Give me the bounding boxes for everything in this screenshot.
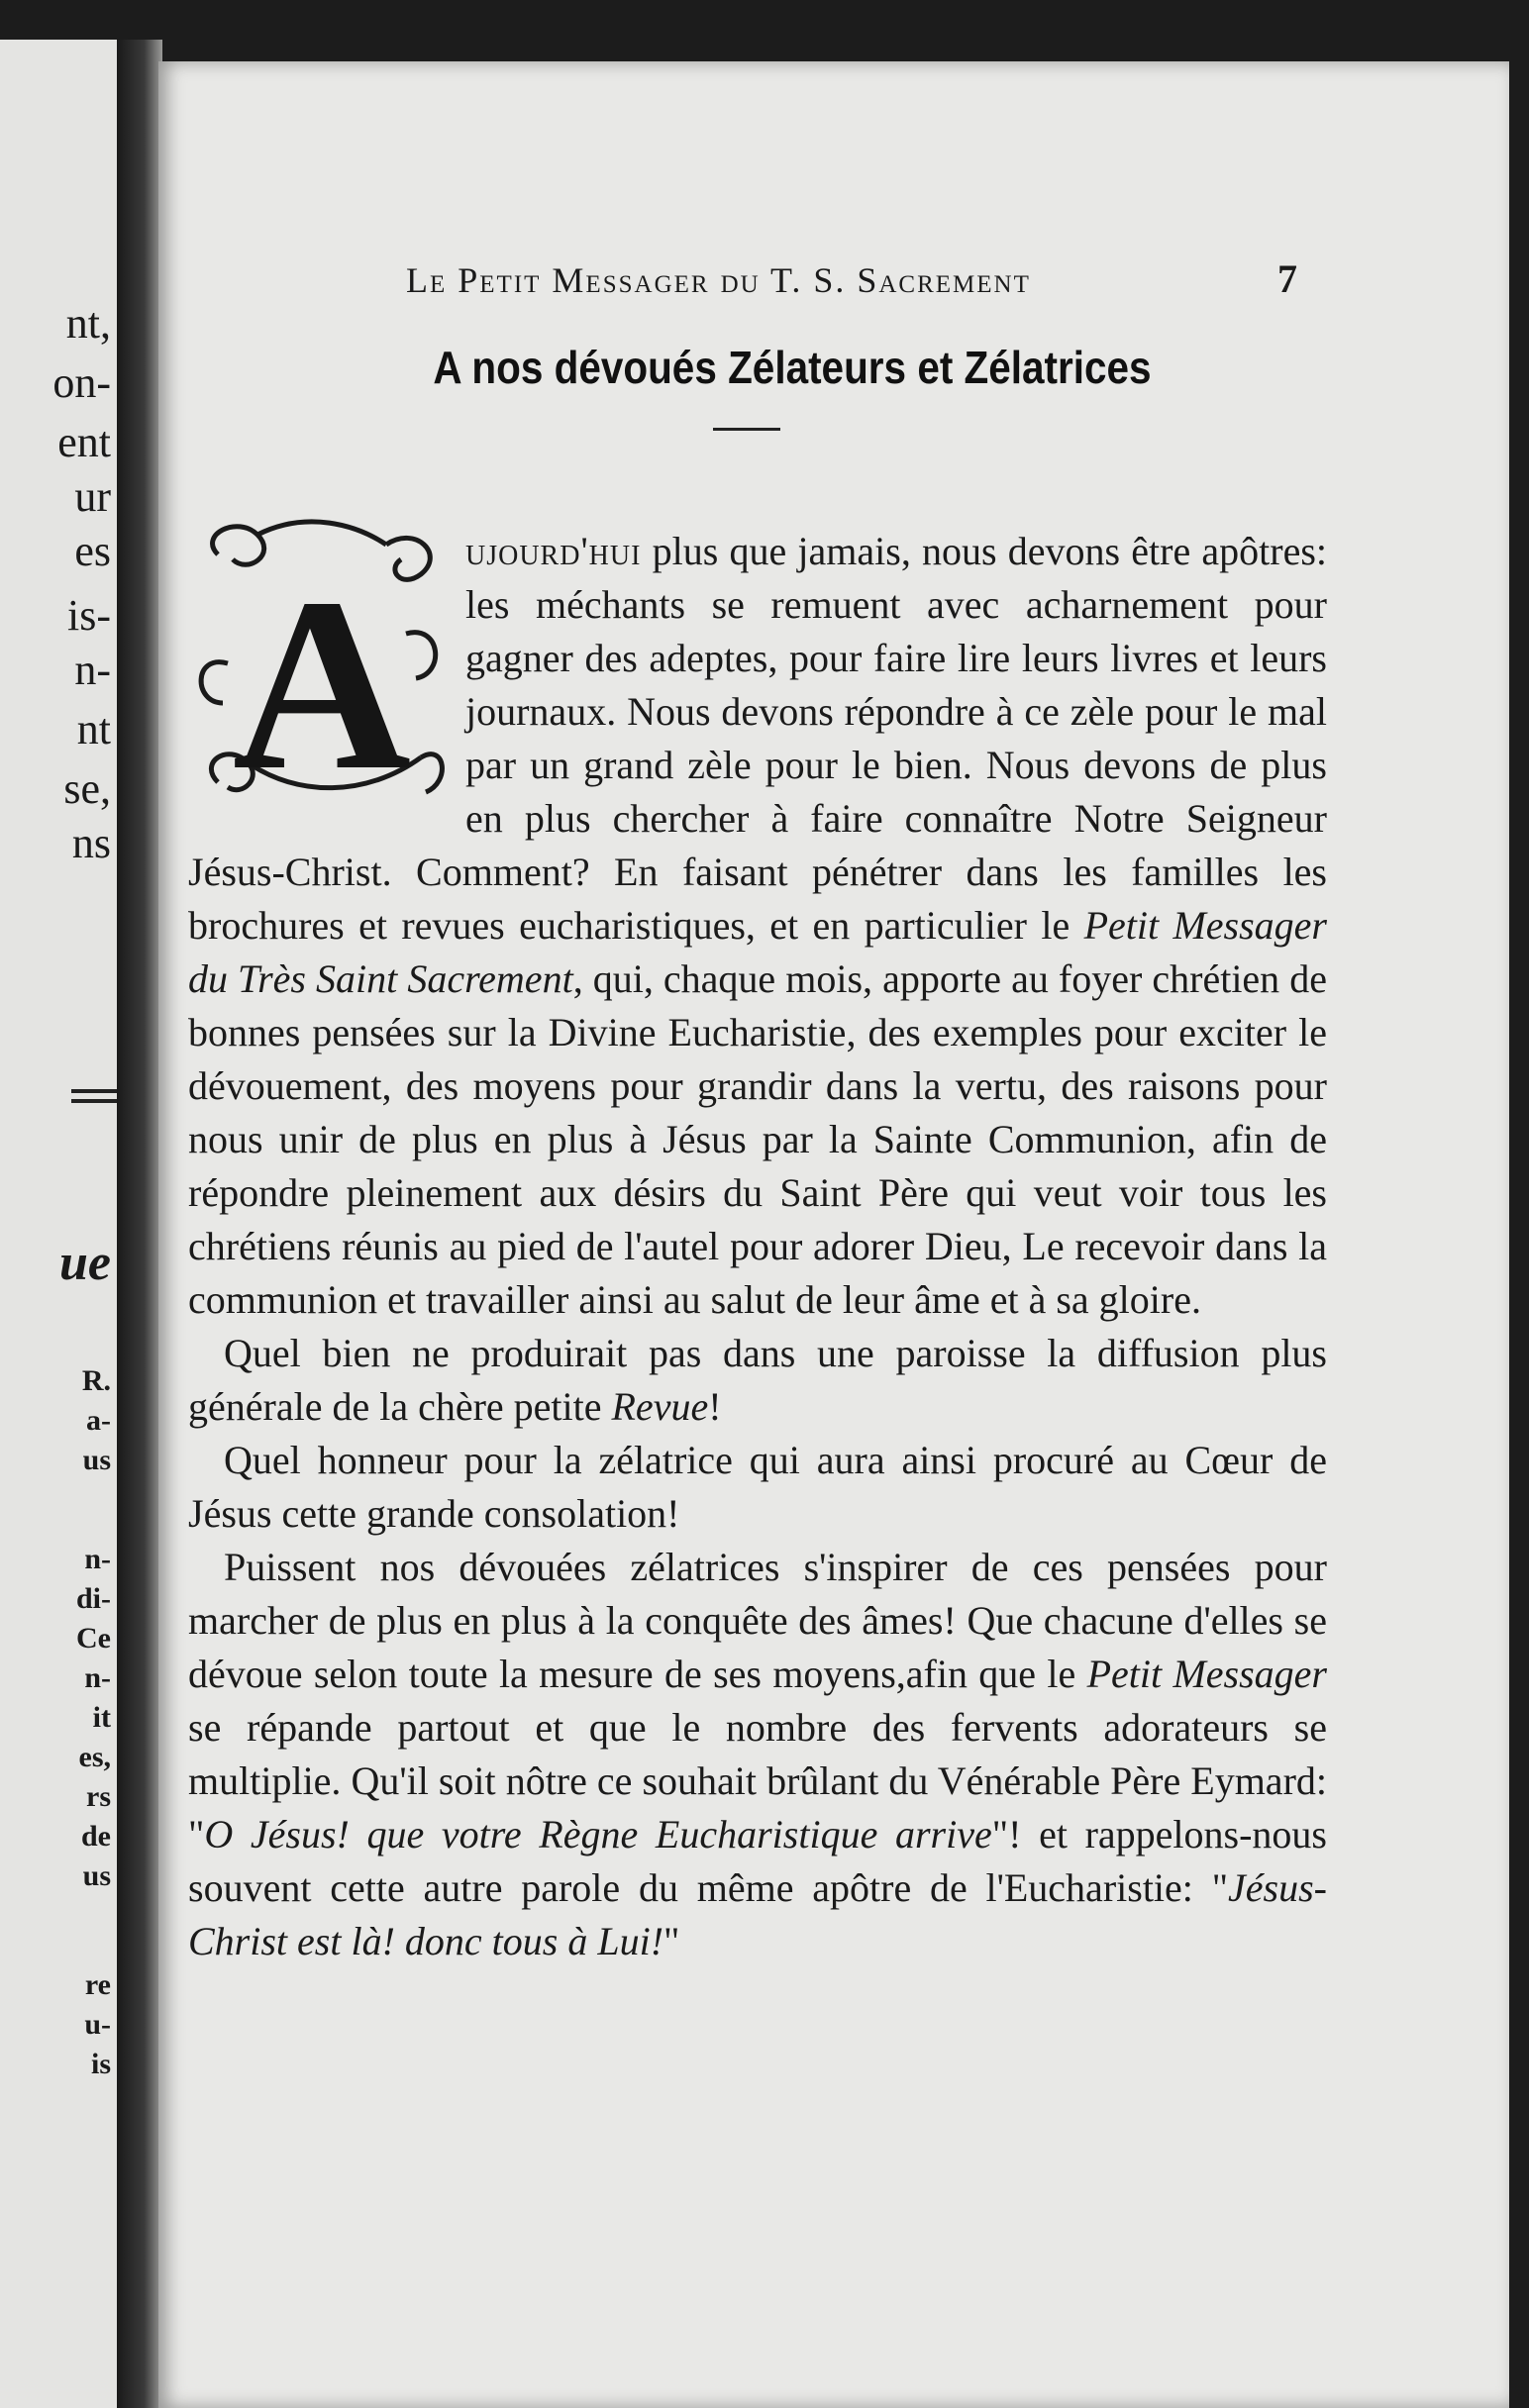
paragraph-text: " <box>663 1919 680 1963</box>
left-page-text-fragment: es, <box>78 1741 111 1773</box>
paragraph-italic: Petit Messager du Très Saint Sacrement <box>188 903 1327 1001</box>
paragraph-italic: Jésus-Christ est là! donc tous à Lui! <box>188 1865 1327 1963</box>
paragraph-italic: O Jésus! que votre Règne Eucharistique arrive <box>204 1812 992 1856</box>
left-page-text-fragment: nt, <box>65 299 111 348</box>
left-page-text-fragment: n- <box>74 646 111 694</box>
left-page-text-fragment: a- <box>86 1404 111 1437</box>
left-page-text-fragment: us <box>82 1444 111 1476</box>
article-body <box>188 525 1327 1968</box>
left-page-text-fragment: ent <box>57 418 111 466</box>
left-page-rule <box>71 1089 117 1093</box>
running-head: Le Petit Messager du T. S. Sacrement <box>406 260 1031 300</box>
ornament-icon <box>188 515 456 812</box>
left-page-text-fragment: se, <box>63 764 111 813</box>
paragraph-4 <box>188 1541 1327 1968</box>
paragraph-italic: Petit Messager <box>1086 1652 1327 1696</box>
page-number: 7 <box>1277 256 1297 301</box>
left-page-text-fragment: it <box>92 1701 111 1734</box>
left-page-text-fragment: re <box>84 1968 111 2001</box>
drop-cap-ornament <box>188 515 465 817</box>
drop-cap-letter: A <box>232 548 412 812</box>
left-page-text-fragment: is- <box>67 591 111 640</box>
left-page-text-fragment: de <box>81 1820 111 1853</box>
left-page-text-fragment: Ce <box>76 1622 111 1655</box>
title-rule <box>713 428 780 431</box>
left-page-text-fragment: n- <box>84 1543 111 1575</box>
left-page-text-fragment: rs <box>86 1780 111 1813</box>
left-page-text-fragment: on- <box>52 358 111 407</box>
left-page-text-fragment: nt <box>76 705 111 753</box>
left-page-text-fragment: R. <box>81 1364 111 1397</box>
paragraph-text: ! <box>708 1384 722 1429</box>
left-page-text-fragment: n- <box>84 1661 111 1694</box>
paragraph-3: Quel honneur pour la zélatrice qui aura ainsi procuré au Cœur de Jésus cette grande consolation! <box>188 1438 1327 1536</box>
book-gutter <box>117 40 162 2408</box>
page <box>158 61 1509 2408</box>
paragraph-text: Puissent nos dévouées zélatrices s'inspirer de ces pensées pour marcher de plus en plus à la conquête des âmes! Que chacune d'elles se dévoue selon toute la mesure de ses moyens,afin que le <box>188 1545 1327 1696</box>
paragraph-lead: ujourd'hui <box>465 529 642 573</box>
left-page-fragment <box>0 40 117 2408</box>
paragraph-2 <box>188 1327 1327 1434</box>
left-page-text-fragment: ur <box>74 472 111 521</box>
article-title: A nos dévoués Zélateurs et Zélatrices <box>433 342 1152 393</box>
paragraph-text: se répande partout et que le nombre des fervents adorateurs se multiplie. Qu'il soit nôtre ce souhait brûlant du Vénérable Père Eymard: " <box>188 1705 1327 1856</box>
left-page-text-fragment: us <box>82 1859 111 1892</box>
left-page-text-fragment: u- <box>84 2008 111 2041</box>
left-page-rule <box>71 1099 117 1103</box>
left-page-text-fragment: es <box>74 527 111 575</box>
paragraph-italic: Revue <box>611 1384 709 1429</box>
left-page-text-fragment: di- <box>75 1582 111 1615</box>
left-page-text-fragment: ue <box>59 1235 111 1291</box>
paragraph-text: "! et rappelons-nous souvent cette autre parole du même apôtre de l'Eucharistie: " <box>188 1812 1327 1910</box>
paragraph-text: plus que jamais, nous devons être apôtres: les méchants se remuent avec acharnement pour gagner des adeptes, pour faire lire leurs livres et leurs journaux. Nous devons répondre à ce zèle pour le mal par un grand zèle pour le bien. Nous devons de plus en plus chercher à faire connaître Notre Seigneur Jésus-Christ. Comment? En faisant pénétrer dans les familles les brochures et revues eucharistiques, et en particulier le <box>188 529 1327 948</box>
paragraph-text: , qui, chaque mois, apporte au foyer chrétien de bonnes pensées sur la Divine Eucharistie, des exemples pour exciter le dévouement, des moyens pour grandir dans la vertu, des raisons pour nous unir de plus en plus à Jésus par la Sainte Communion, afin de répondre pleinement aux désirs du Saint Père qui veut voir tous les chrétiens réunis au pied de l'autel pour adorer Dieu, Le recevoir dans la communion et travailler ainsi au salut de leur âme et à sa gloire. <box>188 956 1327 1322</box>
left-page-text-fragment: ns <box>71 819 111 867</box>
left-page-text-fragment: is <box>90 2048 111 2080</box>
paragraph-text: Quel bien ne produirait pas dans une paroisse la diffusion plus générale de la chère petite <box>188 1331 1327 1429</box>
